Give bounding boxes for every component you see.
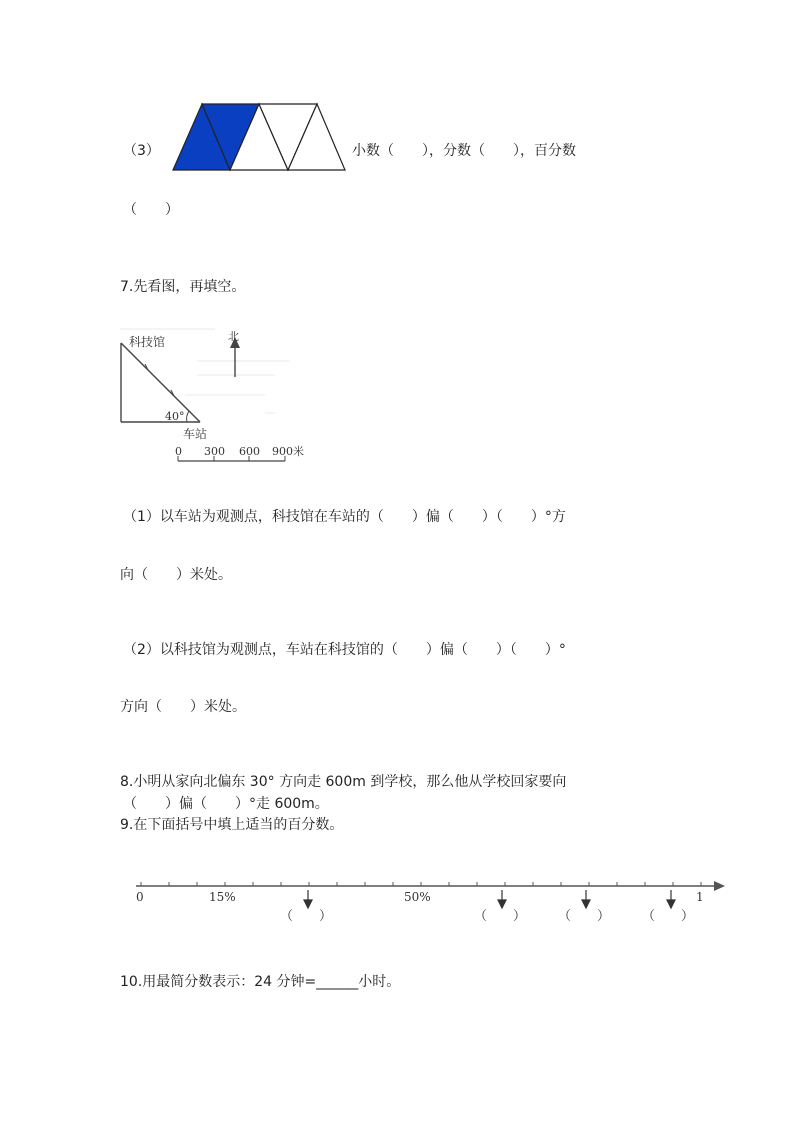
label-0: 0 <box>136 890 144 904</box>
q7-part1-line1: （1）以车站为观测点，科技馆在车站的（ ）偏（ ）（ ）°方 <box>123 509 566 525</box>
q7-part2-line1: （2）以科技馆为观测点，车站在科技馆的（ ）偏（ ）（ ）° <box>123 642 566 658</box>
triangle-strip-figure <box>168 98 350 174</box>
down-arrow-icon-4 <box>667 900 675 908</box>
direction-figure <box>115 325 315 465</box>
scale-tick-0: 0 <box>175 445 182 458</box>
north-label: 北 <box>228 330 239 343</box>
q6-part3-continuation: （ ） <box>123 202 179 218</box>
scale-tick-600: 600 <box>239 445 260 458</box>
down-arrow-icon-2 <box>498 900 506 908</box>
q6-part3-text: 小数（ ），分数（ ），百分数 <box>352 143 576 159</box>
q7-part1-line2: 向（ ）米处。 <box>120 567 232 583</box>
label-15: 15% <box>209 890 236 904</box>
scale-tick-300: 300 <box>204 445 225 458</box>
down-arrow-icon-1 <box>304 900 312 908</box>
scale-tick-900: 900米 <box>272 445 304 458</box>
down-arrow-icon-3 <box>582 900 590 908</box>
blank-3: （ ） <box>558 909 611 924</box>
q8-line1: 8.小明从家向北偏东 30° 方向走 600m 到学校，那么他从学校回家要向 <box>120 774 567 790</box>
station-label: 车站 <box>183 427 208 441</box>
q8-line2: （ ）偏（ ）°走 600m。 <box>123 796 329 812</box>
q7-title: 7.先看图，再填空。 <box>120 279 246 295</box>
q7-part2-line2: 方向（ ）米处。 <box>120 699 246 715</box>
blank-2: （ ） <box>474 909 527 924</box>
q6-part3-label: （3） <box>123 143 160 159</box>
q9-title: 9.在下面括号中填上适当的百分数。 <box>120 817 344 833</box>
q10-text: 10.用最简分数表示：24 分钟=______小时。 <box>120 974 401 990</box>
angle-label: 40° <box>165 410 185 423</box>
label-50: 50% <box>404 890 431 904</box>
museum-label: 科技馆 <box>129 335 166 349</box>
angle-arc <box>187 411 189 422</box>
blank-4: （ ） <box>642 909 695 924</box>
number-line <box>128 872 728 927</box>
hypotenuse <box>121 343 200 422</box>
label-1: 1 <box>696 890 704 904</box>
blank-1: （ ） <box>280 909 333 924</box>
axis-arrow-icon <box>714 881 725 891</box>
